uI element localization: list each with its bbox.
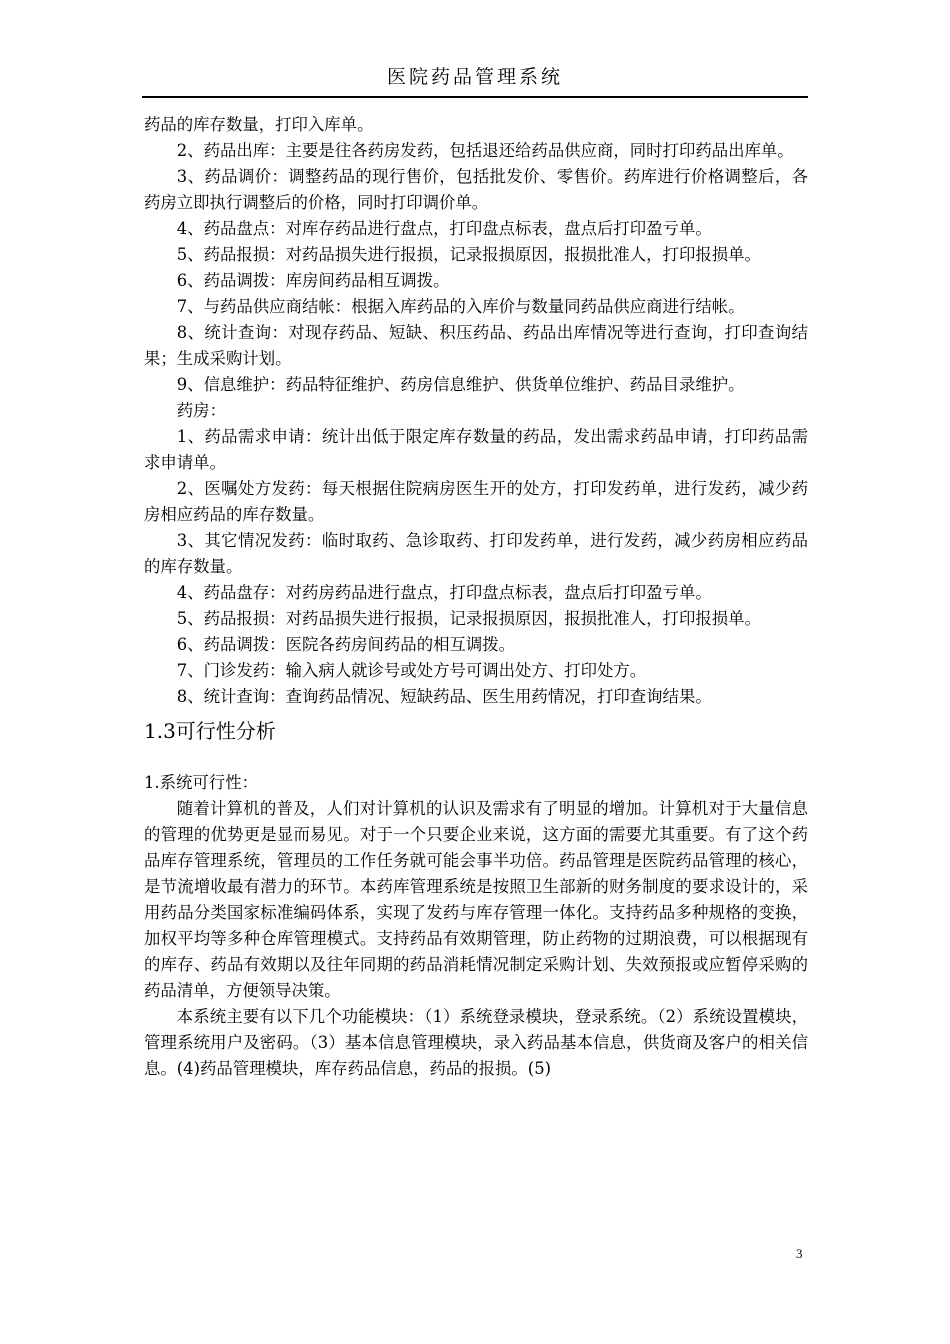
paragraph: 药品的库存数量，打印入库单。 <box>144 115 374 134</box>
page-header-title: 医院药品管理系统 <box>386 66 563 88</box>
section-heading: 1.3可行性分析 <box>144 719 276 743</box>
paragraph: 2、医嘱处方发药：每天根据住院病房医生开的处方，打印发药单，进行发药，减少药房相应药品的库存数量。 <box>144 479 808 524</box>
paragraph: 6、药品调拨：医院各药房间药品的相互调拨。 <box>176 635 516 654</box>
paragraph: 8、统计查询：查询药品情况、短缺药品、医生用药情况，打印查询结果。 <box>176 687 712 706</box>
paragraph: 4、药品盘点：对库存药品进行盘点，打印盘点标表，盘点后打印盈亏单。 <box>176 219 712 238</box>
paragraph: 6、药品调拨：库房间药品相互调拨。 <box>176 271 450 290</box>
paragraph: 7、门诊发药：输入病人就诊号或处方号可调出处方、打印处方。 <box>176 661 647 680</box>
subsection-heading: 1.系统可行性： <box>144 773 258 792</box>
paragraph: 4、药品盘存：对药房药品进行盘点，打印盘点标表，盘点后打印盈亏单。 <box>176 583 712 602</box>
paragraph: 3、其它情况发药：临时取药、急诊取药、打印发药单，进行发药，减少药房相应药品的库存数量。 <box>144 531 808 576</box>
paragraph: 8、统计查询：对现存药品、短缺、积压药品、药品出库情况等进行查询，打印查询结果；生成采购计划。 <box>144 323 808 368</box>
paragraph: 1、药品需求申请：统计出低于限定库存数量的药品，发出需求药品申请，打印药品需求申请单。 <box>144 427 808 472</box>
subsection-label: 药房： <box>176 401 226 420</box>
paragraph: 9、信息维护：药品特征维护、药房信息维护、供货单位维护、药品目录维护。 <box>176 375 745 394</box>
page-number: 3 <box>796 1246 803 1261</box>
paragraph: 5、药品报损：对药品损失进行报损，记录报损原因，报损批准人，打印报损单。 <box>176 245 761 264</box>
document-body <box>144 112 808 1082</box>
paragraph: 5、药品报损：对药品损失进行报损，记录报损原因，报损批准人，打印报损单。 <box>176 609 761 628</box>
paragraph: 7、与药品供应商结帐：根据入库药品的入库价与数量同药品供应商进行结帐。 <box>176 297 745 316</box>
paragraph: 3、药品调价：调整药品的现行售价，包括批发价、零售价。药库进行价格调整后，各药房立即执行调整后的价格，同时打印调价单。 <box>144 167 808 212</box>
spacer <box>144 746 808 770</box>
paragraph: 随着计算机的普及，人们对计算机的认识及需求有了明显的增加。计算机对于大量信息的管理的优势更是显而易见。对于一个只要企业来说，这方面的需要尤其重要。有了这个药品库存管理系统，管理员的工作任务就可能会事半功倍。药品管理是医院药品管理的核心，是节流增收最有潜力的环节。本药库管理系统是按照卫生部新的财务制度的要求设计的，采用药品分类国家标准编码体系，实现了发药与库存管理一体化。支持药品多种规格的变换，加权平均等多种仓库管理模式。支持药品有效期管理，防止药物的过期浪费，可以根据现有的库存、药品有效期以及往年同期的药品消耗情况制定采购计划、失效预报或应暂停采购的药品清单，方便领导决策。 <box>144 799 808 1000</box>
paragraph: 2、药品出库：主要是往各药房发药，包括退还给药品供应商，同时打印药品出库单。 <box>176 141 794 160</box>
header-rule <box>142 96 808 98</box>
paragraph: 本系统主要有以下几个功能模块：（1）系统登录模块，登录系统。（2）系统设置模块，管理系统用户及密码。（3）基本信息管理模块，录入药品基本信息，供货商及客户的相关信息。(4)药品管理模块，库存药品信息，药品的报损。(5) <box>144 1007 808 1078</box>
